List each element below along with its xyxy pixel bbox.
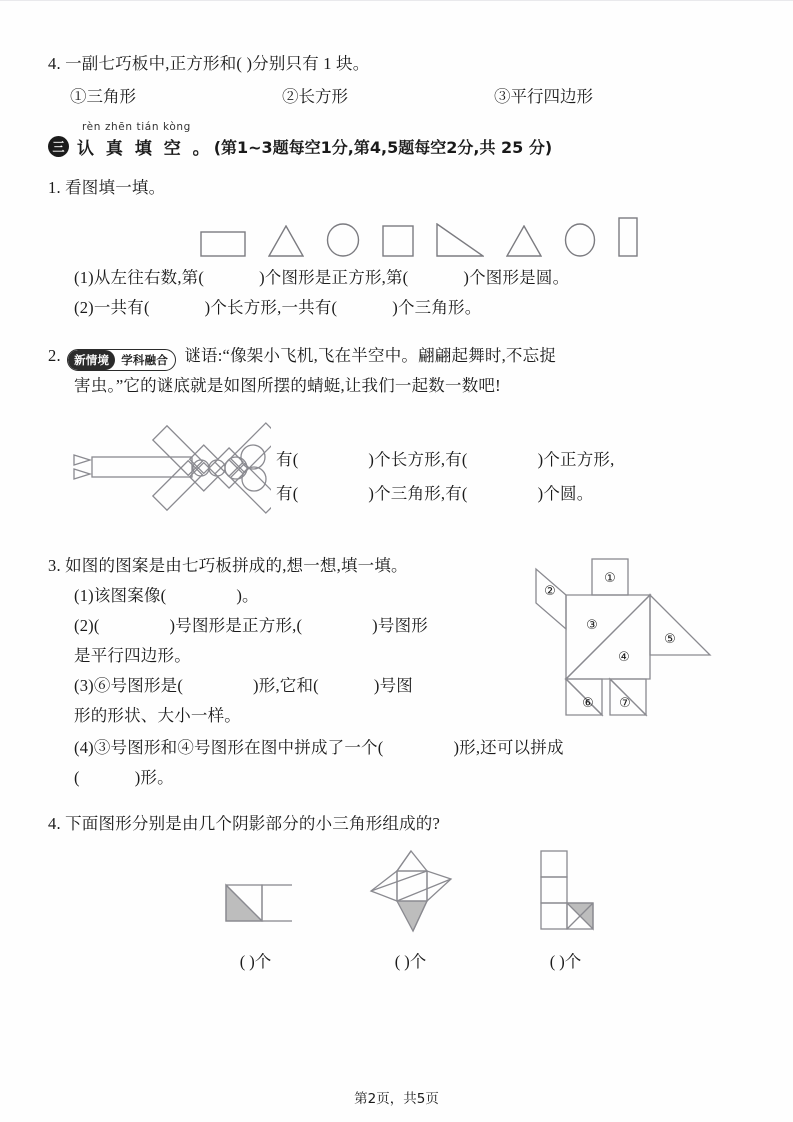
q3-sub4-part-d: )形。	[134, 768, 174, 787]
shape-triangle	[506, 225, 542, 257]
q2-ans1-part-b: )个长方形,有(	[368, 450, 468, 469]
choice-option-1[interactable]: ①三角形	[70, 87, 136, 106]
question-4-prompt-row	[48, 809, 748, 839]
question-2-badge	[67, 349, 176, 371]
section-scoring-note: (第1~3题每空1分,第4,5题每空2分,共 25 分)	[213, 138, 553, 157]
q2-ans2-part-c: )个圆。	[537, 484, 594, 503]
q2-ans2-part-a: 有(	[276, 484, 299, 503]
q3-sub4-part-b: )形,还可以拼成	[453, 738, 564, 757]
question-3-text-block	[48, 551, 518, 731]
question-3-block	[48, 551, 748, 793]
shape-right-triangle	[436, 223, 484, 257]
q3-sub4-part-a: (4)③号图形和④号图形在图中拼成了一个(	[74, 738, 384, 757]
question-4-figure-cell-2	[333, 849, 488, 972]
shape-wide-rectangle	[200, 231, 246, 257]
shape-tall-rectangle	[618, 217, 638, 257]
section-title-row	[48, 134, 748, 159]
question-2-line-1	[48, 341, 748, 371]
section-title: 认 真 填 空 。	[77, 139, 213, 159]
tangram-label-7: ⑦	[619, 696, 631, 711]
tangram-label-1: ①	[604, 571, 616, 586]
question-3-number: 3.	[48, 556, 61, 575]
shape-triangle	[268, 225, 304, 257]
question-3-sub-3-line-2: 形的形状、大小一样。	[74, 706, 241, 725]
q3-sub2-part-c: )号图形	[372, 616, 428, 635]
q2-ans2-part-b: )个三角形,有(	[368, 484, 468, 503]
shape-square	[382, 225, 414, 257]
question-2-number: 2.	[48, 346, 61, 365]
q3-sub1-part-a: (1)该图案像(	[74, 586, 167, 605]
carryover-question-4	[48, 49, 748, 79]
question-3-sub-2-line-2: 是平行四边形。	[74, 646, 191, 665]
figure-two-squares-with-shaded-triangle	[220, 875, 292, 937]
badge-new-context: 新情境	[68, 350, 115, 370]
section-pinyin: rèn zhēn tián kòng	[82, 121, 191, 133]
q3-sub3-part-c: )号图	[373, 676, 413, 695]
badge-subject-integration: 学科融合	[121, 353, 169, 367]
figure-l-shape-with-shaded-triangle	[527, 849, 605, 937]
q2-ans1-part-a: 有(	[276, 450, 299, 469]
page-content	[48, 49, 748, 972]
section-header	[48, 121, 748, 159]
question-4-number: 4.	[48, 814, 61, 833]
question-2-answer-line-2	[276, 477, 748, 511]
question-3-sub-4-line-2	[48, 763, 748, 793]
question-4-caption-1[interactable]: ( )个	[239, 952, 272, 971]
question-1-shape-strip	[48, 211, 748, 257]
question-2-answer-line-1	[276, 443, 748, 477]
choice-option-2[interactable]: ②长方形	[282, 87, 348, 106]
question-2-text-line-1: 谜语:“像架小飞机,飞在半空中。翩翩起舞时,不忘捉	[184, 346, 557, 365]
tangram-label-4: ④	[618, 650, 630, 665]
question-3-sub-3-line-1	[48, 671, 518, 701]
q1-sub1-part-a: (1)从左往右数,第(	[74, 268, 205, 287]
question-4-figure-cell-3	[488, 849, 643, 972]
question-2-line-2: 害虫。”它的谜底就是如图所摆的蜻蜓,让我们一起数一数吧!	[74, 376, 501, 395]
carryover-choices	[48, 83, 748, 107]
carryover-question-number: 4.	[48, 54, 61, 73]
question-4-prompt: 下面图形分别是由几个阴影部分的小三角形组成的?	[65, 814, 441, 833]
question-1-sub-2	[48, 293, 748, 323]
q3-sub3-part-b: )形,它和(	[253, 676, 319, 695]
question-4-figure-row	[48, 849, 748, 972]
question-1-sub-1	[48, 263, 748, 293]
q1-sub1-part-b: )个图形是正方形,第(	[259, 268, 409, 287]
q1-sub2-part-a: (2)一共有(	[74, 298, 150, 317]
question-1-prompt-row	[48, 173, 748, 203]
q3-sub1-part-b: )。	[236, 586, 259, 605]
q1-sub1-part-c: )个图形是圆。	[463, 268, 570, 287]
question-3-prompt-row	[48, 551, 518, 581]
q1-sub2-part-b: )个长方形,一共有(	[204, 298, 338, 317]
question-2-figure-row	[48, 405, 748, 537]
choice-option-3[interactable]: ③平行四边形	[494, 87, 593, 106]
question-4-caption-3[interactable]: ( )个	[549, 952, 582, 971]
q1-sub2-part-c: )个三角形。	[392, 298, 482, 317]
q3-sub2-part-b: )号图形是正方形,(	[169, 616, 303, 635]
q3-sub2-part-a: (2)(	[74, 616, 100, 635]
q3-sub3-part-a: (3)⑥号图形是(	[74, 676, 184, 695]
tangram-label-6: ⑥	[582, 696, 594, 711]
tangram-bird-figure	[530, 551, 730, 739]
figure-pinwheel-star-with-shaded-triangle	[365, 849, 457, 937]
question-3-prompt: 如图的图案是由七巧板拼成的,想一想,填一填。	[65, 556, 408, 575]
q2-ans1-part-c: )个正方形,	[537, 450, 615, 469]
question-1-number: 1.	[48, 178, 61, 197]
question-4-caption-2[interactable]: ( )个	[394, 952, 427, 971]
tangram-label-5: ⑤	[664, 632, 676, 647]
question-3-sub-1	[48, 581, 518, 611]
page-footer: 第2页，共5页	[354, 1091, 439, 1107]
tangram-label-3: ③	[586, 618, 598, 633]
section-number-badge: 三	[48, 136, 69, 157]
question-4-figure-cell-1	[178, 875, 333, 972]
shape-circle	[326, 223, 360, 257]
q3-sub4-part-c: (	[74, 768, 80, 787]
tangram-label-2: ②	[544, 584, 556, 599]
question-3-sub-2-line-1	[48, 611, 518, 641]
question-3-sub-4-block	[48, 733, 748, 793]
shape-circle	[564, 223, 596, 257]
dragonfly-figure	[56, 407, 271, 539]
carryover-question-text: 一副七巧板中,正方形和( )分别只有 1 块。	[65, 54, 370, 73]
question-1-prompt: 看图填一填。	[65, 178, 166, 197]
